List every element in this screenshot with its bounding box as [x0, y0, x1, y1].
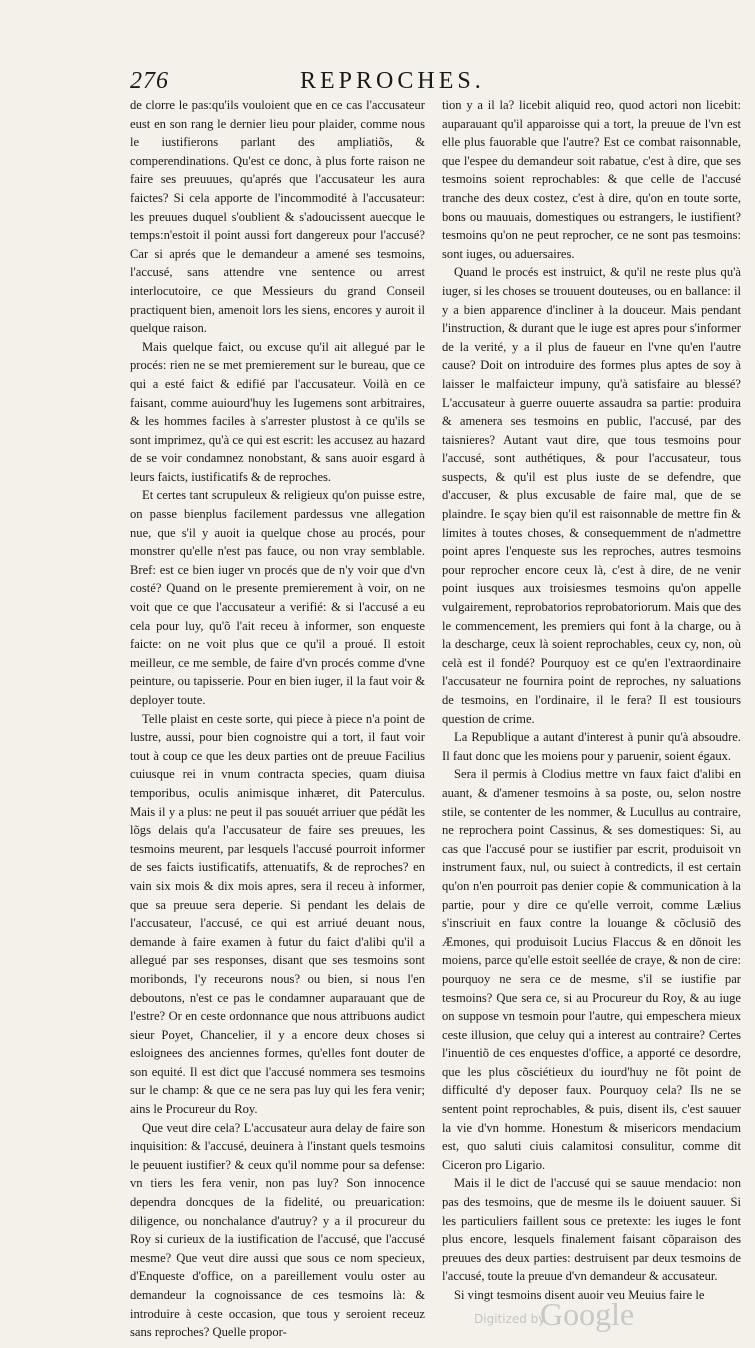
paragraph: Sera il permis à Clodius mettre vn faux faict d'alibi en auant, & d'amener tesmoins à sa poste, ou, selon nostre stile, se contenter de les nommer, & Lucullus au contraire, ne reprochera point Cassinus, & ses domestiques: Si, au cas que l'accusé pour se iustifier par escrit, produisoit vn instrument faux, nul, ou suiect à contredicts, il est certain qu'on n'en pourroit pas denier copie & communication à la partie, pour y dire ce qu'elle verroit, comme Lælius s'inscriuit en faux contre la louange & cõclusiõ des Æmones, qui produisoit Lucius Flaccus & en dõnoit les moiens, parce qu'elle estoit seellée de craye, & non de cire: pourquoy ne sera ce de mesme, s'il se iustifie par tesmoins? Que sera ce, si au Procureur du Roy, & au iuge on suppose vn tesmoin pour l'autre, qui empeschera mieux ceste illusion, que celuy qui a interest au contraire? Certes l'inuentiõ de ces enquestes d'office, a apporté ce desordre, que les plus cõsciétieux du iourd'huy ne fõt point de difficulté d'y deposer faux. Pourquoy cela? Ils ne se sentent point reprochables, & puis, disent ils, c'est sauuer la vie d'vn homme. Honestum & misericors mendacium est, quo saluti ciuis calamitosi consulitur, comme dit Ciceron pro Ligario. — [442, 767, 741, 1172]
paragraph: Quand le procés est instruict, & qu'il ne reste plus qu'à iuger, si les choses se trouuent douteuses, ou en ballance: il y a bien apparence d'incliner à la douceur. Mais pendant l'instruction, & durant que le iuge est apres pour s'informer de la verité, y a il plus de faueur en l'vne qu'en l'autre cause? Doit on introduire des formes plus aptes de soy à laisser le malfaicteur impuny, qu'à satisfaire au blessé? L'accusateur à guerre ouuerte assaudra sa partie: produira & amenera ses tesmoins en public, l'accusé, par des taisnieres? Autant vaut dire, que tous tesmoins pour l'accusé, sont authétiques, & pour l'accusateur, tous suspects, & qu'il est plus iuste de se defendre, que d'accuser, & plus excusable de faire mal, que de se plaindre. Ie sçay bien qu'il est raisonnable de mettre fin & limites à toutes choses, & consequemment de n'admettre point apres l'enqueste sus les reproches, autres tesmoins pour reprocher encore ceux là, c'est à dire, de ne venir point iusques aux troisiesmes tesmoins qu'on appelle vulgairement, reprobatorios reprobatoriorum. Mais que des le commencement, les premiers qui font à la charge, ou à la descharge, ceux là soient reprochables, ceux cy, non, où celà est il fondé? Pourquoy est ce qu'en l'extraordinaire l'accusateur ne fournira point de reproches, ny saluations de tesmoins, en l'ordinaire, il le fera? Il est tousiours question de crime. — [442, 265, 741, 726]
watermark-caption: Digitized by — [474, 1312, 546, 1326]
paragraph: Que veut dire cela? L'accusateur aura delay de faire son inquisition: & l'accusé, deuinera à l'instant quels tesmoins le peuuent iustifier? & ceux qu'il nomme pour sa defense: vn tiers les fera venir, non pas luy? Son innocence dependra doncques de la fidelité, ou preuarication: diligence, ou nonchalance d'autruy? y a il procureur du Roy si curieux de la iustification de l'accusé, que l'accusé mesme? Que veut dire aussi que sous ce nom specieux, d'Enqueste d'office, on a pareillement voulu oster au demandeur la cognoissance de ces tesmoins là: & introduire à ceste occasion, que tous y seroient receuz sans reproches? Quelle propor- — [130, 1120, 425, 1340]
running-head: REPROCHES. — [300, 68, 485, 94]
page-header — [0, 68, 755, 98]
paragraph: tion y a il la? licebit aliquid reo, quod actori non licebit: auparauant qu'il apparoisse qui a tort, la preuue de l'vn est elle plus fauorable que l'autre? Est ce combat raisonnable, que l'espee du demandeur soit rabatue, c'est à dire, que ses tesmoins soient reprochables: & que celle de l'accusé tranche des deux costez, c'est à dire, qu'on en toute sorte, bons ou mauuais, domestiques ou estrangers, le iustifient? tesmoins qu'on ne peut reprocher, ce ne sont pas tesmoins: sont iuges, ou aduersaires. — [442, 98, 741, 261]
paragraph: La Republique a autant d'interest à punir qu'à absoudre. Il faut donc que les moiens pour y paruenir, soient égaux. — [442, 730, 741, 763]
google-logo: Google — [540, 1296, 635, 1332]
paragraph: Mais quelque faict, ou excuse qu'il ait allegué par le procés: rien ne se met premierement sur le bureau, que ce qui a esté faict & edifié par l'accusateur. Voilà en ce faisant, comme auiourd'huy les Iugemens sont arbitraires, & les hommes faciles à s'arrester plustost à ce qu'ils se sont imprimez, qu'à ce qui est escrit: les accusez au hazard de se voir condamnez nonobstant, & sans auoir esgard à leurs faicts, iustificatifs & de reproches. — [130, 339, 425, 484]
paragraph: Si vingt tesmoins disent auoir veu Meuius faire le — [454, 1288, 705, 1302]
right-column — [442, 96, 741, 1305]
digitized-watermark — [0, 1296, 755, 1336]
left-column — [130, 96, 425, 1342]
page-number: 276 — [130, 68, 169, 94]
paragraph: Mais il le dict de l'accusé qui se sauue mendacio: non pas des tesmoins, que de mesme ils le doiuent sauuer. Si les particuliers faillent sous ce pretexte: les iuges le font plus encore, lesquels finalement faisant cõparaison des preuues des deux parties: destruisent par deux tesmoins de l'accusé, toute la preuue d'vn demandeur & accusateur. — [442, 1176, 741, 1284]
paragraph: Et certes tant scrupuleux & religieux qu'on puisse estre, on passe bienplus facilement pardessus vne allegation nue, que s'il y auoit ia quelque chose au procés, pour monstrer qu'elle n'est pas fauce, ou non vray semblable. Bref: est ce bien iuger vn procés que de n'y voir que d'vn costé? Quand on le presente premierement à voir, on ne voit que ce que l'accusateur a verifié: & si l'accusé a eu cela pour luy, qu'õ l'ait receu à informer, son enqueste faicte: on ne voit plus que ce qu'il a proué. Il estoit meilleur, ce me semble, de faire d'vn procés comme d'vne peinture, ou tapisserie. Pour en bien iuger, il la faut voir & deployer toute. — [130, 488, 425, 707]
paragraph: Telle plaist en ceste sorte, qui piece à piece n'a point de lustre, aussi, pour bien cognoistre qui a tort, il faut voir tout à coup ce que les deux parties ont de preuue Facilius cuiusque rei in vnum contracta species, quam diuisa temporibus, oculis animisque inhæret, dit Paterculus. Mais il y a plus: ne peut il pas souuét arriuer que pédãt les lõgs delais qu'a l'accusateur de faire ses preuues, les tesmoins meurent, par lesquels l'accusé pourroit informer de ses faicts iustificatifs, attenuatifs, & de reproches? en vain six mois & dix mois apres, sera il receu à informer, que sa preuue sera deperie. Si pendant les delais de l'accusateur, l'accusé, ce qui est arriué deuant nous, demande à faire examen à futur du faict d'alibi qu'il a allegué par ses responses, disant que ses tesmoins sont moribonds, l'y receurons nous? ou bien, si nous l'en deboutons, n'est ce pas le condamner auparauant que de l'estre? Or en ceste ordonnance que nous attribuons audict sieur Poyet, Chancelier, il y a encore deux choses si esloignees des anciennes formes, qu'elles font douter de son equité. Il est dict que l'accusé nommera ses tesmoins sur le champ: & que ce ne sera pas luy qui les fera venir; ains le Procureur du Roy. — [130, 711, 425, 1117]
paragraph: de clorre le pas:qu'ils vouloient que en ce cas l'accusateur eust en son rang le dernier lieu pour plaider, comme nous le iustifierons parlant des ampliatiõs, & comperendinations. Qu'est ce donc, à plus forte raison ne faire ses preuuues, qu'aprés que l'accusateur les aura faictes? Si cela apporte de l'incommodité à l'accusateur: les preuues duquel s'oublient & s'adoucissent auecque le temps:n'estoit il point aussi fort dangereux pour l'accusé? Car si aprés que le demandeur a amené ses tesmoins, l'accusé, sans attendre vne sentence ou arrest interlocutoire, ce que Messieurs du grand Conseil practiquent bien, amenoit lors les siens, encores y auroit il quelque raison. — [130, 98, 425, 336]
